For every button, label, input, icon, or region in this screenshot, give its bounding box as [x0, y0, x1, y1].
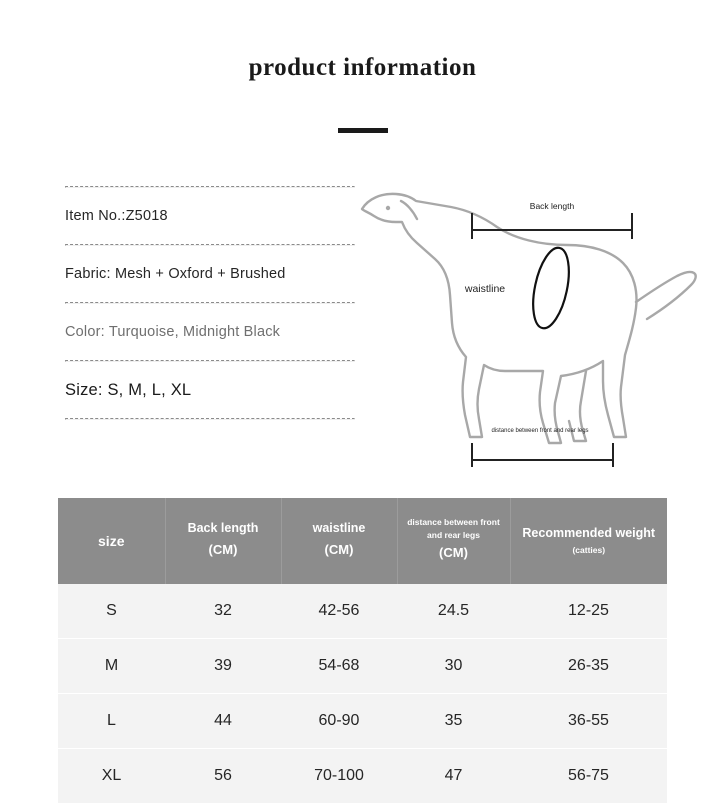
cell-waistline: 42-56 [281, 584, 397, 639]
col-header-weight-text: Recommended weight [515, 524, 664, 543]
cell-weight: 36-55 [510, 694, 667, 749]
spec-size: Size: S, M, L, XL [65, 362, 355, 418]
col-header-back-length-unit: (CM) [170, 538, 277, 563]
spec-fabric: Fabric: Mesh + Oxford + Brushed [65, 246, 355, 302]
cell-size: M [58, 639, 165, 694]
table-row [58, 749, 667, 803]
dog-measurement-illustration [355, 175, 700, 475]
cell-back-length: 56 [165, 749, 281, 803]
specs-list [65, 186, 355, 420]
cell-size: XL [58, 749, 165, 803]
waistline-label: waistline [464, 283, 505, 295]
spec-divider [65, 418, 355, 420]
col-header-size [58, 498, 165, 584]
col-header-legs [397, 498, 510, 584]
spec-item-no: Item No.:Z5018 [65, 188, 355, 244]
back-length-label: Back length [530, 201, 575, 211]
cell-weight: 26-35 [510, 639, 667, 694]
cell-legs: 30 [397, 639, 510, 694]
cell-back-length: 39 [165, 639, 281, 694]
col-header-back-length-text: Back length [170, 519, 277, 538]
cell-size: L [58, 694, 165, 749]
cell-waistline: 54-68 [281, 639, 397, 694]
cell-waistline: 60-90 [281, 694, 397, 749]
cell-back-length: 44 [165, 694, 281, 749]
title-underline-rule [338, 128, 388, 133]
cell-waistline: 70-100 [281, 749, 397, 803]
col-header-size-text: size [62, 531, 161, 552]
col-header-legs-unit: (CM) [402, 541, 506, 566]
col-header-legs-text: distance between front and rear legs [402, 516, 506, 542]
waistline-measure [527, 245, 575, 332]
col-header-back-length [165, 498, 281, 584]
front-rear-legs-label: distance between front and rear legs [491, 428, 588, 434]
cell-legs: 47 [397, 749, 510, 803]
cell-legs: 35 [397, 694, 510, 749]
waistline-ellipse [527, 245, 575, 332]
col-header-weight [510, 498, 667, 584]
page-title: product information [0, 54, 725, 82]
col-header-waistline-unit: (CM) [286, 538, 393, 563]
cell-weight: 12-25 [510, 584, 667, 639]
dog-silhouette-icon [362, 194, 696, 443]
size-chart-table [58, 498, 667, 803]
front-rear-legs-measure [472, 443, 613, 467]
col-header-waistline [281, 498, 397, 584]
table-row [58, 694, 667, 749]
col-header-waistline-text: waistline [286, 519, 393, 538]
table-row [58, 584, 667, 639]
spec-color: Color: Turquoise, Midnight Black [65, 304, 355, 360]
table-header-row [58, 498, 667, 584]
cell-back-length: 32 [165, 584, 281, 639]
table-row [58, 639, 667, 694]
cell-size: S [58, 584, 165, 639]
cell-legs: 24.5 [397, 584, 510, 639]
col-header-weight-unit: (catties) [515, 542, 664, 558]
cell-weight: 56-75 [510, 749, 667, 803]
